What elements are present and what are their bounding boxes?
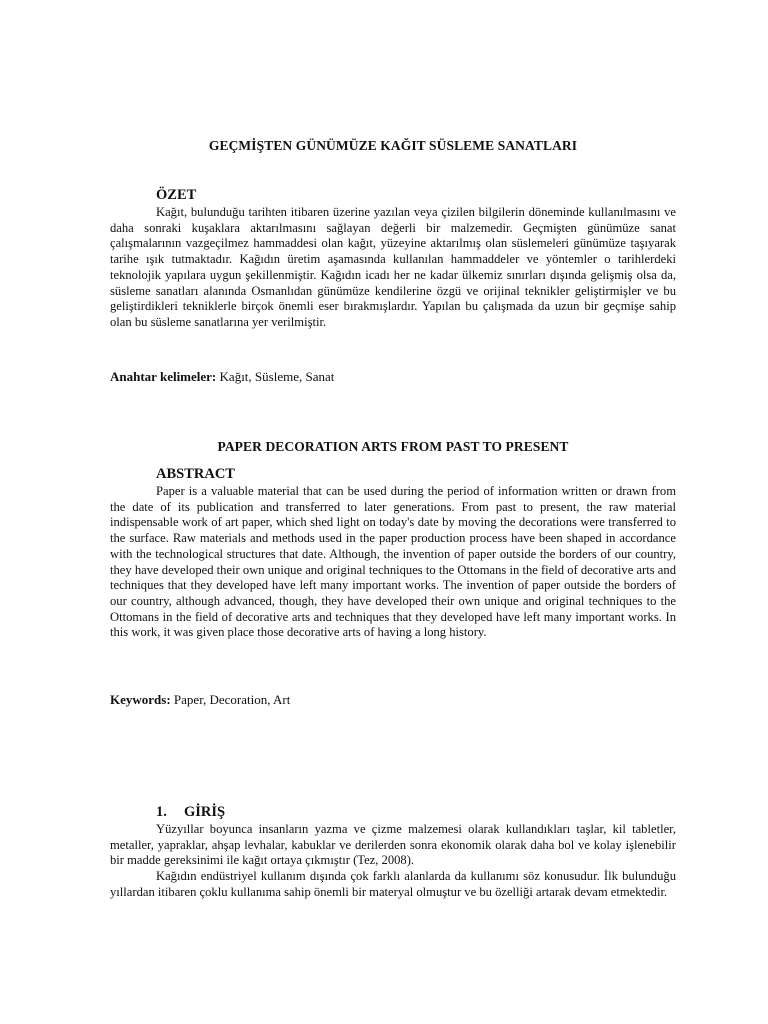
english-title: PAPER DECORATION ARTS FROM PAST TO PRESENT	[217, 439, 569, 454]
english-keywords-value: Paper, Decoration, Art	[173, 692, 291, 707]
english-abstract-text: Paper is a valuable material that can be used during the period of information written or drawn from the date of its publication and transferred to later generations. From past to present, the raw material indispensable work of art paper, which shed light on today's date by moving the decorations were transferred to the surface. Raw materials and methods used in the paper production process have been shaped in accordance with the technological structures that date. Although, the invention of paper outside the borders of our country, they have developed their own unique and original techniques to the Ottomans in the field of decorative arts and techniques that they developed have left many important works. The invention of paper outside the borders of our country, although advanced, though, they have developed their own unique and original techniques to the Ottomans in the field of decorative arts and techniques that they developed have left many important works. In this work, it was given place those decorative arts of having a long history.	[110, 484, 676, 640]
turkish-abstract-heading: ÖZET	[156, 187, 197, 203]
introduction-paragraph-1-text: Yüzyıllar boyunca insanların yazma ve çizme malzemesi olarak kullandıkları taşlar, kil tabletler, metaller, yapraklar, ahşap levhalar, kabuklar ve derilerden sonra ekonomik olarak daha bol ve kolay işlenebilir bir madde gereksinimi ile kağıt ortaya çıkmıştır (Tez, 2008).	[110, 822, 676, 868]
introduction-paragraph-1	[110, 822, 676, 869]
turkish-keywords-value: Kağıt, Süsleme, Sanat	[219, 369, 335, 384]
introduction-paragraph-2	[110, 869, 676, 900]
turkish-keywords	[110, 369, 676, 385]
introduction-paragraph-2-text: Kağıdın endüstriyel kullanım dışında çok farklı alanlarda da kullanımı söz konusudur. İlk bulunduğu yıllardan itibaren çoklu kullanıma sahip önemli bir materyal olmuştur ve bu özelliği artarak devam etmektedir.	[110, 869, 676, 899]
turkish-abstract-text: Kağıt, bulunduğu tarihten itibaren üzerine yazılan veya çizilen bilgilerin döneminde kullanılmasını ve daha sonraki kuşaklara aktarılmasını sağlayan değerli bir malzemedir. Geçmişten günümüze sanat çalışmalarının vazgeçilmez hammaddesi olan kağıt, yüzeyine aktarılmış olan süslemeleri günümüze taşıyarak tarihe ışık tutmaktadır. Kağıdın üretim aşamasında kullanılan hammaddeler ve yöntemler o tarihlerdeki teknolojik yapılara uygun şekillenmiştir. Kağıdın icadı her ne kadar ülkemiz sınırları dışında gelişmiş olsa da, süsleme sanatları alanında Osmanlıdan günümüze kendilerine özgü ve orijinal teknikler geliştirmişler ve bu geliştirdikleri tekniklerle birçok önemli eser bırakmışlardır. Yapılan bu çalışmada da uzun bir geçmişe sahip olan bu süsleme sanatlarına yer verilmiştir.	[110, 205, 676, 329]
turkish-keywords-label: Anahtar kelimeler:	[110, 369, 217, 384]
english-abstract-heading: ABSTRACT	[156, 466, 235, 482]
introduction-title: GİRİŞ	[184, 804, 226, 820]
turkish-title: GEÇMİŞTEN GÜNÜMÜZE KAĞIT SÜSLEME SANATLARI	[208, 138, 578, 153]
english-abstract-paragraph	[110, 484, 676, 641]
introduction-number: 1.	[156, 804, 167, 820]
introduction-heading	[156, 804, 225, 821]
english-keywords	[110, 692, 676, 708]
turkish-abstract-paragraph	[110, 205, 676, 331]
english-keywords-label: Keywords:	[110, 692, 171, 707]
